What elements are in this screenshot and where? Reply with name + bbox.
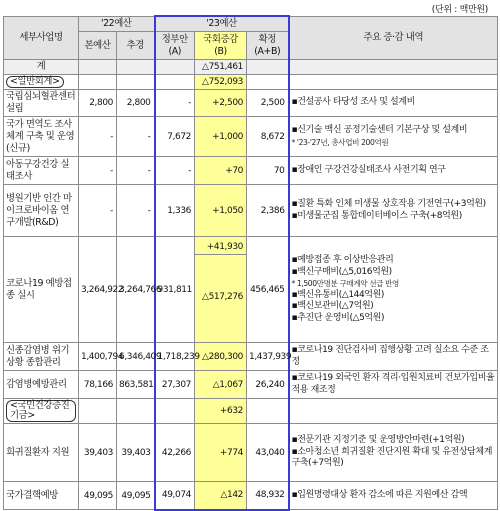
- sec-empty: [247, 399, 289, 424]
- gov-plan-label: 정부안: [161, 33, 188, 45]
- budget22-supplementary: 49,095: [117, 482, 155, 510]
- sec-empty: [155, 75, 195, 90]
- detail-line: ▪미생물군집 통합데이터베이스 구축(+8억원): [291, 210, 462, 221]
- table-row: [4, 482, 498, 510]
- confirmed-value: 8,672: [247, 117, 289, 157]
- year23-header: '23예산: [155, 16, 289, 32]
- details-cell: [289, 424, 498, 482]
- unit-note: (단위 : 백만원): [431, 5, 488, 15]
- assembly-change-value: [195, 185, 247, 237]
- confirmed-value: 70: [247, 157, 289, 185]
- gov-plan-sub: (A): [168, 45, 182, 57]
- assembly-change-text: +1,000: [212, 131, 243, 142]
- details-header: 주요 증·감 내역: [289, 16, 498, 60]
- table-row: [4, 117, 498, 157]
- assembly-change-text: +70: [225, 165, 243, 176]
- assembly-change-bottom: △517,276: [202, 292, 243, 302]
- assembly-change-value: [195, 90, 247, 117]
- sec-empty: [289, 75, 498, 90]
- detail-note: * '23-'27년, 총사업비 200억원: [291, 137, 389, 147]
- budget22-main: -: [79, 185, 117, 237]
- gov-plan-value: -: [155, 157, 195, 185]
- detail-line: ▪코로나19 진단검사비 집행상황 고려 실소요 수준 조정: [291, 345, 489, 367]
- total-empty: [289, 60, 498, 75]
- detail-line: ▪백신보관비(△7억원): [291, 301, 374, 311]
- supplementary-header: 추경: [117, 32, 155, 60]
- main-budget-header: 본예산: [79, 32, 117, 60]
- table-row: [4, 237, 498, 343]
- detail-line: ▪예방접종 후 이상반응관리: [291, 255, 394, 265]
- detail-line: ▪소아청소년 희귀질환 진단지원 확대 및 유전상담체계 구축(+7억원): [291, 446, 492, 469]
- gov-plan-value: 931,811: [155, 237, 195, 343]
- assembly-change-text: △1,067: [212, 379, 243, 390]
- table-row: [4, 424, 498, 482]
- gov-plan-value: 42,266: [155, 424, 195, 482]
- total-empty: [155, 60, 195, 75]
- assembly-change-value: [195, 424, 247, 482]
- budget22-supplementary: -: [117, 117, 155, 157]
- budget22-main: 2,800: [79, 90, 117, 117]
- sec-empty: [155, 399, 195, 424]
- details-cell: [289, 157, 498, 185]
- project-name: 국가 면역도 조사체계 구축 및 운영(신규): [4, 117, 79, 157]
- confirmed-value: 456,465: [247, 237, 289, 343]
- budget22-supplementary: -: [117, 157, 155, 185]
- health-section-badge: <국민건강증진기금>: [6, 400, 76, 422]
- assembly-change-top: +41,930: [195, 240, 246, 255]
- budget22-main: 78,166: [79, 371, 117, 399]
- sec-empty: [79, 399, 117, 424]
- detail-line: ▪백신구매비(△5,016억원): [291, 266, 392, 277]
- total-empty: [247, 60, 289, 75]
- health-section-label: [4, 399, 79, 424]
- detail-line: ▪추진단 운영비(△5억원): [291, 312, 385, 323]
- sec-empty: [117, 399, 155, 424]
- project-name: 감염병예방관리: [4, 371, 79, 399]
- detail-line: ▪신기술 백신 공정기술센터 기본구상 및 설계비: [291, 125, 468, 135]
- assembly-change-text: △142: [220, 490, 243, 501]
- detail-line: ▪전문기관 지정기준 및 운영방안마련(+1억원): [291, 435, 465, 446]
- budget22-main: -: [79, 157, 117, 185]
- detail-line: ▪코로나19 외국인 환자 격리·입원치료비 건보가입비율 적용 재조정: [291, 373, 495, 395]
- project-name: 병원기반 인간 마이크로바이옴 연구개발(R&D): [4, 185, 79, 237]
- details-cell: [289, 371, 498, 399]
- gov-plan-value: 1,336: [155, 185, 195, 237]
- detail-note: * 1,500만명분 구매계약 선급 반영: [291, 279, 399, 288]
- table-row: [4, 371, 498, 399]
- details-cell: [289, 117, 498, 157]
- sec-empty: [79, 75, 117, 90]
- gov-plan-value: 1,718,239: [155, 343, 195, 371]
- assembly-change-header: [195, 32, 247, 60]
- budget22-supplementary: -: [117, 185, 155, 237]
- budget-table: [3, 15, 498, 511]
- sec-empty: [289, 399, 498, 424]
- project-name: 아동구강건강 실태조사: [4, 157, 79, 185]
- details-cell: [289, 237, 498, 343]
- detail-line: ▪장애인 구강건강실태조사 사전기획 연구: [291, 164, 446, 175]
- assembly-change-label: 국회증감: [203, 33, 238, 45]
- confirmed-header: [247, 32, 289, 60]
- confirmed-value: 1,437,939: [247, 343, 289, 371]
- project-name: 신종감염병 위기상황 종합관리: [4, 343, 79, 371]
- assembly-change-value: [195, 482, 247, 510]
- sec-empty: [117, 75, 155, 90]
- table-row: [4, 157, 498, 185]
- confirmed-value: 26,240: [247, 371, 289, 399]
- details-cell: [289, 482, 498, 510]
- sec-empty: [247, 75, 289, 90]
- project-name: 국가결핵예방: [4, 482, 79, 510]
- assembly-change-text: +2,500: [212, 98, 243, 108]
- budget22-supplementary: 3,264,766: [117, 237, 155, 343]
- project-name: 국립심뇌혈관센터 설립: [4, 90, 79, 117]
- gov-plan-value: 27,307: [155, 371, 195, 399]
- health-section-change: +632: [195, 399, 247, 424]
- detail-line: ▪백신유통비(△144억원): [291, 289, 384, 300]
- budget22-main: 3,264,922: [79, 237, 117, 343]
- assembly-change-value: [195, 157, 247, 185]
- gov-plan-value: 7,672: [155, 117, 195, 157]
- confirmed-value: 48,932: [247, 482, 289, 510]
- budget22-supplementary: 863,581: [117, 371, 155, 399]
- confirmed-value: 2,500: [247, 90, 289, 117]
- assembly-change-text: +774: [219, 447, 243, 458]
- gov-plan-value: 49,074: [155, 482, 195, 510]
- detail-line: ▪질환 특화 인체 미생물 상호작용 기전연구(+3억원): [291, 199, 486, 209]
- assembly-change-value: [195, 237, 247, 343]
- budget22-main: 49,095: [79, 482, 117, 510]
- table-row: [4, 343, 498, 371]
- project-name: 희귀질환자 지원: [4, 424, 79, 482]
- confirmed-value: 2,386: [247, 185, 289, 237]
- detail-line: ▪건설공사 타당성 조사 및 설계비: [291, 97, 415, 108]
- general-section-badge: <일반회계>: [6, 76, 64, 88]
- budget22-main: 1,400,794: [79, 343, 117, 371]
- total-empty: [79, 60, 117, 75]
- confirmed-value: 43,040: [247, 424, 289, 482]
- assembly-change-value: [195, 117, 247, 157]
- assembly-change-sub: (B): [214, 45, 227, 57]
- general-section-label: [4, 75, 79, 90]
- budget22-supplementary: 2,800: [117, 90, 155, 117]
- gov-plan-header: [155, 32, 195, 60]
- budget22-supplementary: 39,403: [117, 424, 155, 482]
- detail-line: ▪입원명령대상 환자 감소에 따른 지원예산 감액: [291, 489, 468, 500]
- table-row: [4, 90, 498, 117]
- assembly-change-text: +1,050: [212, 205, 243, 216]
- year22-header: '22예산: [79, 16, 155, 32]
- budget22-main: -: [79, 117, 117, 157]
- total-empty: [117, 60, 155, 75]
- confirmed-label: 확정: [258, 33, 276, 45]
- general-section-change: △752,093: [195, 75, 247, 90]
- budget22-main: 39,403: [79, 424, 117, 482]
- confirmed-sub: (A+B): [254, 45, 281, 57]
- budget22-supplementary: 6,346,409: [117, 343, 155, 371]
- project-name: 코로나19 예방접종 실시: [4, 237, 79, 343]
- col-name-header: 세부사업명: [4, 16, 79, 60]
- assembly-change-text: △280,300: [202, 351, 243, 362]
- gov-plan-value: -: [155, 90, 195, 117]
- details-cell: [289, 90, 498, 117]
- table-row: [4, 185, 498, 237]
- assembly-change-value: [195, 371, 247, 399]
- details-cell: [289, 343, 498, 371]
- details-cell: [289, 185, 498, 237]
- assembly-change-value: [195, 343, 247, 371]
- total-label: 계: [4, 60, 79, 75]
- total-change: △751,461: [195, 60, 247, 75]
